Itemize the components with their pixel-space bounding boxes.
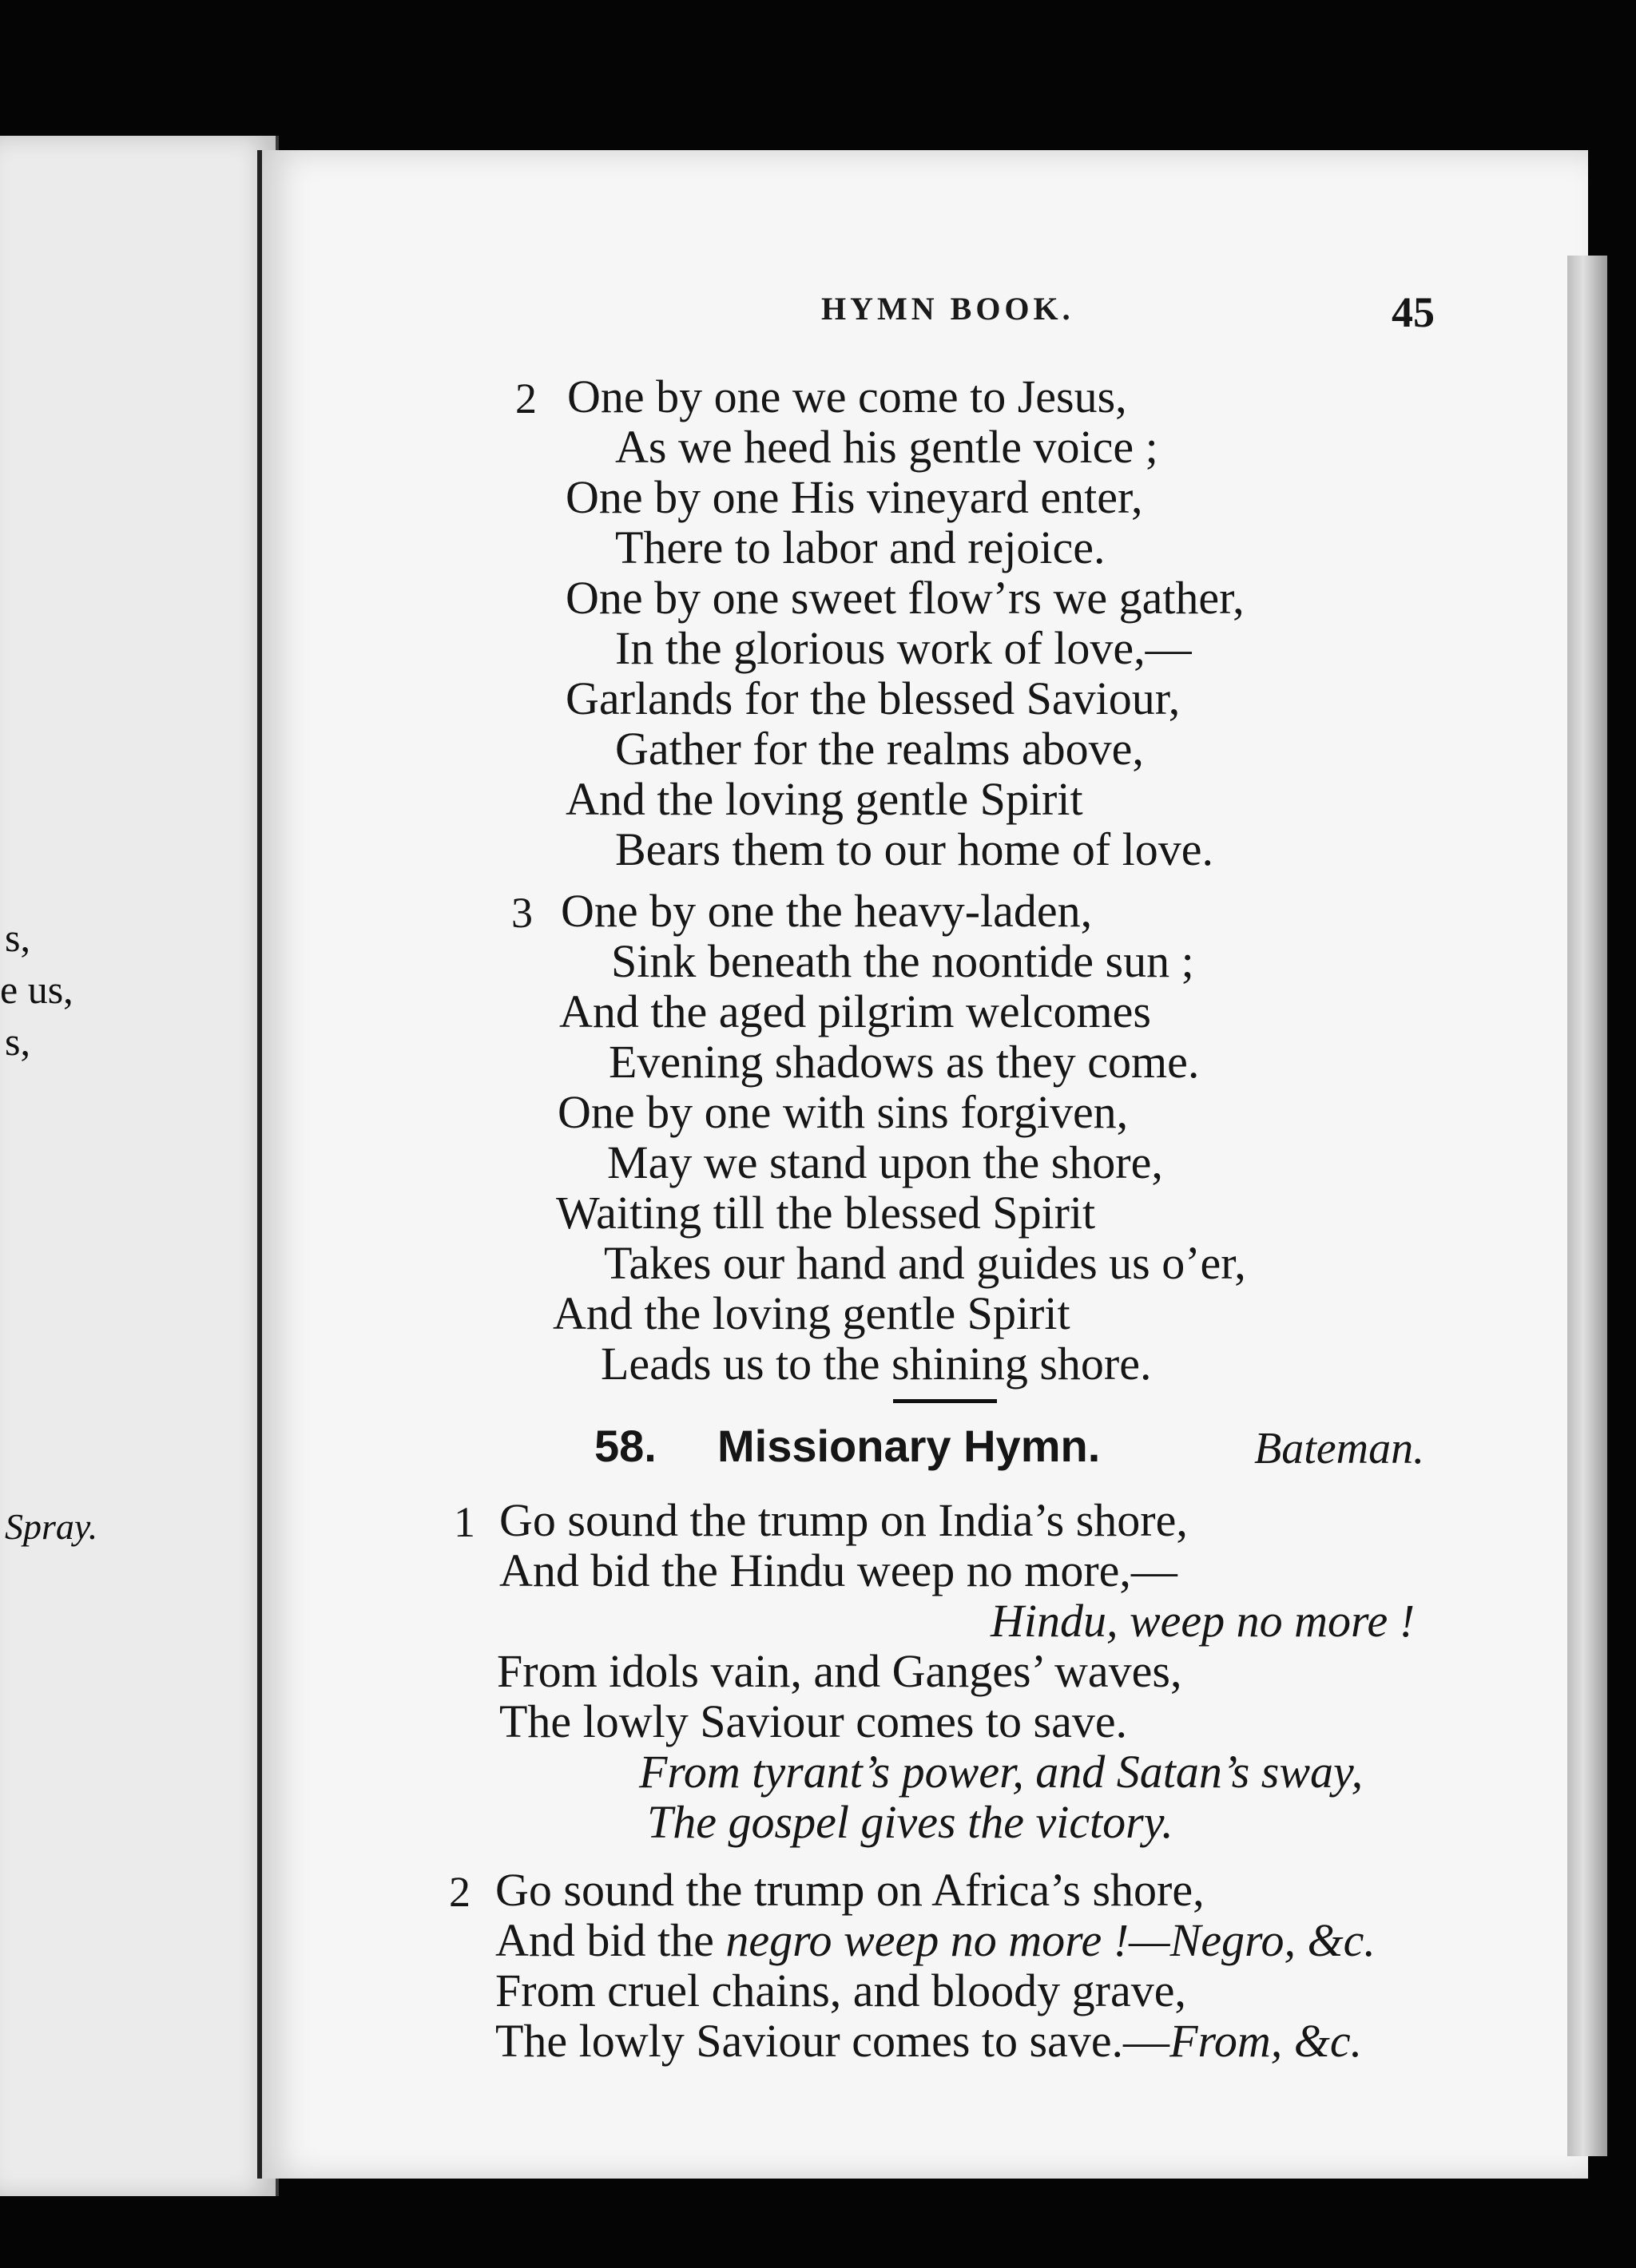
verse-refrain: The gospel gives the victory. xyxy=(647,1796,1173,1848)
left-page-fragment: e us, xyxy=(0,967,73,1012)
verse-line: May we stand upon the shore, xyxy=(607,1136,1163,1188)
verse-line: Go sound the trump on India’s shore, xyxy=(499,1494,1188,1546)
left-page-fragment: s, xyxy=(5,1019,30,1064)
verse-line: As we heed his gentle voice ; xyxy=(615,421,1158,473)
verse-refrain: Hindu, weep no more ! xyxy=(991,1595,1416,1647)
left-page xyxy=(0,136,279,2196)
verse-refrain: negro weep no more !—Negro, &c. xyxy=(725,1914,1376,1966)
verse-refrain: From tyrant’s power, and Satan’s sway, xyxy=(639,1746,1364,1798)
stanza-number: 3 xyxy=(511,889,533,937)
verse-line: In the glorious work of love,— xyxy=(615,622,1192,674)
verse-line xyxy=(495,1914,1376,1966)
verse-line: One by one we come to Jesus, xyxy=(567,371,1127,422)
verse-line: One by one with sins forgiven, xyxy=(558,1086,1129,1138)
page-number: 45 xyxy=(1392,288,1435,336)
hymn-number: 58. xyxy=(594,1421,657,1471)
hymn-author: Bateman. xyxy=(1254,1424,1425,1473)
running-header: HYMN BOOK. xyxy=(821,291,1074,327)
verse-text: The lowly Saviour comes to save.— xyxy=(495,2015,1170,2067)
verse-line: Garlands for the blessed Saviour, xyxy=(566,672,1181,724)
verse-line: Takes our hand and guides us o’er, xyxy=(604,1237,1246,1289)
verse-line: Sink beneath the noontide sun ; xyxy=(611,935,1194,987)
section-rule xyxy=(893,1399,997,1403)
verse-line: One by one sweet flow’rs we gather, xyxy=(566,572,1245,624)
verse-line: Bears them to our home of love. xyxy=(615,823,1213,875)
verse-line: And the aged pilgrim welcomes xyxy=(559,985,1151,1037)
stanza-number: 2 xyxy=(515,375,537,422)
verse-number: 2 xyxy=(449,1868,471,1916)
verse-line xyxy=(495,2015,1363,2067)
verse-line: Go sound the trump on Africa’s shore, xyxy=(495,1864,1205,1916)
verse-line: There to labor and rejoice. xyxy=(615,521,1106,573)
verse-line: One by one the heavy-laden, xyxy=(561,885,1093,937)
verse-line: And the loving gentle Spirit xyxy=(566,773,1083,825)
verse-number: 1 xyxy=(454,1498,475,1546)
verse-line: The lowly Saviour comes to save. xyxy=(499,1695,1128,1747)
verse-refrain: From, &c. xyxy=(1169,2015,1363,2067)
hymn-title: Missionary Hymn. xyxy=(717,1421,1101,1471)
verse-text: And bid the xyxy=(495,1914,726,1966)
verse-line: One by one His vineyard enter, xyxy=(566,471,1143,523)
page-edge xyxy=(1567,256,1607,2156)
verse-line: Leads us to the shining shore. xyxy=(601,1338,1152,1390)
verse-line: Waiting till the blessed Spirit xyxy=(556,1187,1096,1239)
verse-line: And the loving gentle Spirit xyxy=(553,1287,1070,1339)
verse-line: Gather for the realms above, xyxy=(615,723,1144,775)
verse-line: From idols vain, and Ganges’ waves, xyxy=(497,1645,1182,1697)
verse-line: Evening shadows as they come. xyxy=(609,1036,1200,1088)
left-page-fragment: s, xyxy=(5,915,30,960)
verse-line: And bid the Hindu weep no more,— xyxy=(499,1544,1177,1596)
left-page-fragment: Spray. xyxy=(5,1506,98,1547)
verse-line: From cruel chains, and bloody grave, xyxy=(495,1965,1186,2016)
